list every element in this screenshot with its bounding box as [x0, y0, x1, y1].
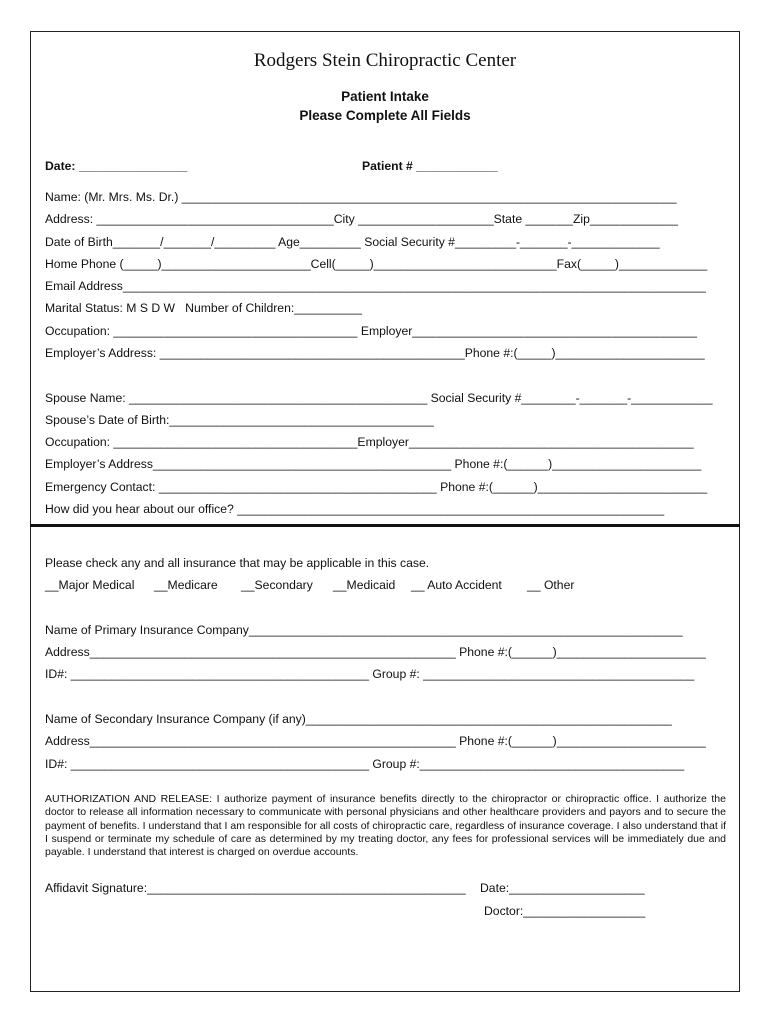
clinic-name: Rodgers Stein Chiropractic Center — [253, 50, 517, 71]
doctor-field[interactable]: Doctor:__________________ — [484, 904, 646, 918]
occupation-field[interactable]: Occupation: ____________________________________ Employer__________________________________________ — [45, 324, 697, 338]
primary-insurance-address-field[interactable]: Address______________________________________________________ Phone #:(______)______________________ — [45, 645, 706, 659]
secondary-insurance-address-field[interactable]: Address______________________________________________________ Phone #:(______)______________________ — [45, 734, 706, 748]
email-field[interactable]: Email Address______________________________________________________________________________________ — [45, 279, 706, 293]
secondary-insurance-id-field[interactable]: ID#: ____________________________________________ Group #:_______________________________________ — [45, 757, 685, 771]
form-title: Patient Intake — [341, 89, 429, 104]
employer-address-field[interactable]: Employer’s Address: _____________________________________________Phone #:(_____)______________________ — [45, 346, 705, 360]
primary-insurance-company-field[interactable]: Name of Primary Insurance Company________________________________________________________________ — [45, 623, 683, 637]
insurance-option-medicaid[interactable]: __Medicaid — [333, 578, 396, 592]
spouse-dob-field[interactable]: Spouse’s Date of Birth:_______________________________________ — [45, 413, 434, 427]
marital-status-field[interactable]: Marital Status: M S D W Number of Children:__________ — [45, 301, 363, 315]
insurance-option-medicare[interactable]: __Medicare — [154, 578, 218, 592]
insurance-option-major-medical[interactable]: __Major Medical — [45, 578, 135, 592]
dob-age-ssn-field[interactable]: Date of Birth_______/_______/_________ Age_________ Social Security #_________-_______-_____________ — [45, 235, 660, 249]
spouse-employer-address-field[interactable]: Employer’s Address____________________________________________ Phone #:(______)______________________ — [45, 457, 702, 471]
date-field[interactable]: Date: ________________ — [45, 159, 188, 173]
insurance-option-auto-accident[interactable]: __ Auto Accident — [411, 578, 502, 592]
affidavit-signature-field[interactable]: Affidavit Signature:_______________________________________________ — [45, 881, 466, 895]
secondary-insurance-company-field[interactable]: Name of Secondary Insurance Company (if any)______________________________________________________ — [45, 712, 672, 726]
insurance-prompt: Please check any and all insurance that may be applicable in this case. — [45, 556, 430, 570]
primary-insurance-id-field[interactable]: ID#: ____________________________________________ Group #: ________________________________________ — [45, 667, 695, 681]
phone-fields[interactable]: Home Phone (_____)______________________Cell(_____)___________________________Fax(_____)_____________ — [45, 257, 708, 271]
address-field[interactable]: Address: ___________________________________City ____________________State _______Zip_____________ — [45, 212, 678, 226]
insurance-option-other[interactable]: __ Other — [527, 578, 575, 592]
referral-source-field[interactable]: How did you hear about our office? _______________________________________________________________ — [45, 502, 665, 516]
signature-date-field[interactable]: Date:____________________ — [480, 881, 645, 895]
form-subtitle: Please Complete All Fields — [299, 108, 471, 123]
patient-number-field[interactable]: Patient # ____________ — [362, 159, 498, 173]
authorization-release-text: AUTHORIZATION AND RELEASE: I authorize payment of insurance benefits directly to the chiropractor or chiropractic office. I authorize the doctor to release all information necessary to communicate with personal physicians and other healthcare providers and payors and to secure the payment of benefits. I understand that I am responsible for all costs of chiropractic care, regardless of insurance coverage. I also understand that if I suspend or terminate my schedule of care as determined by my treating doctor, any fees for professional services will be immediately due and payable. I understand that interest is charged on overdue accounts. — [45, 793, 726, 859]
name-field[interactable]: Name: (Mr. Mrs. Ms. Dr.) _________________________________________________________________________ — [45, 190, 677, 204]
spouse-name-field[interactable]: Spouse Name: ____________________________________________ Social Security #________-_______-____________ — [45, 391, 713, 405]
spouse-occupation-field[interactable]: Occupation: ____________________________________Employer__________________________________________ — [45, 435, 694, 449]
insurance-option-secondary[interactable]: __Secondary — [241, 578, 313, 592]
section-divider — [30, 524, 740, 527]
emergency-contact-field[interactable]: Emergency Contact: _________________________________________ Phone #:(______)_________________________ — [45, 480, 708, 494]
